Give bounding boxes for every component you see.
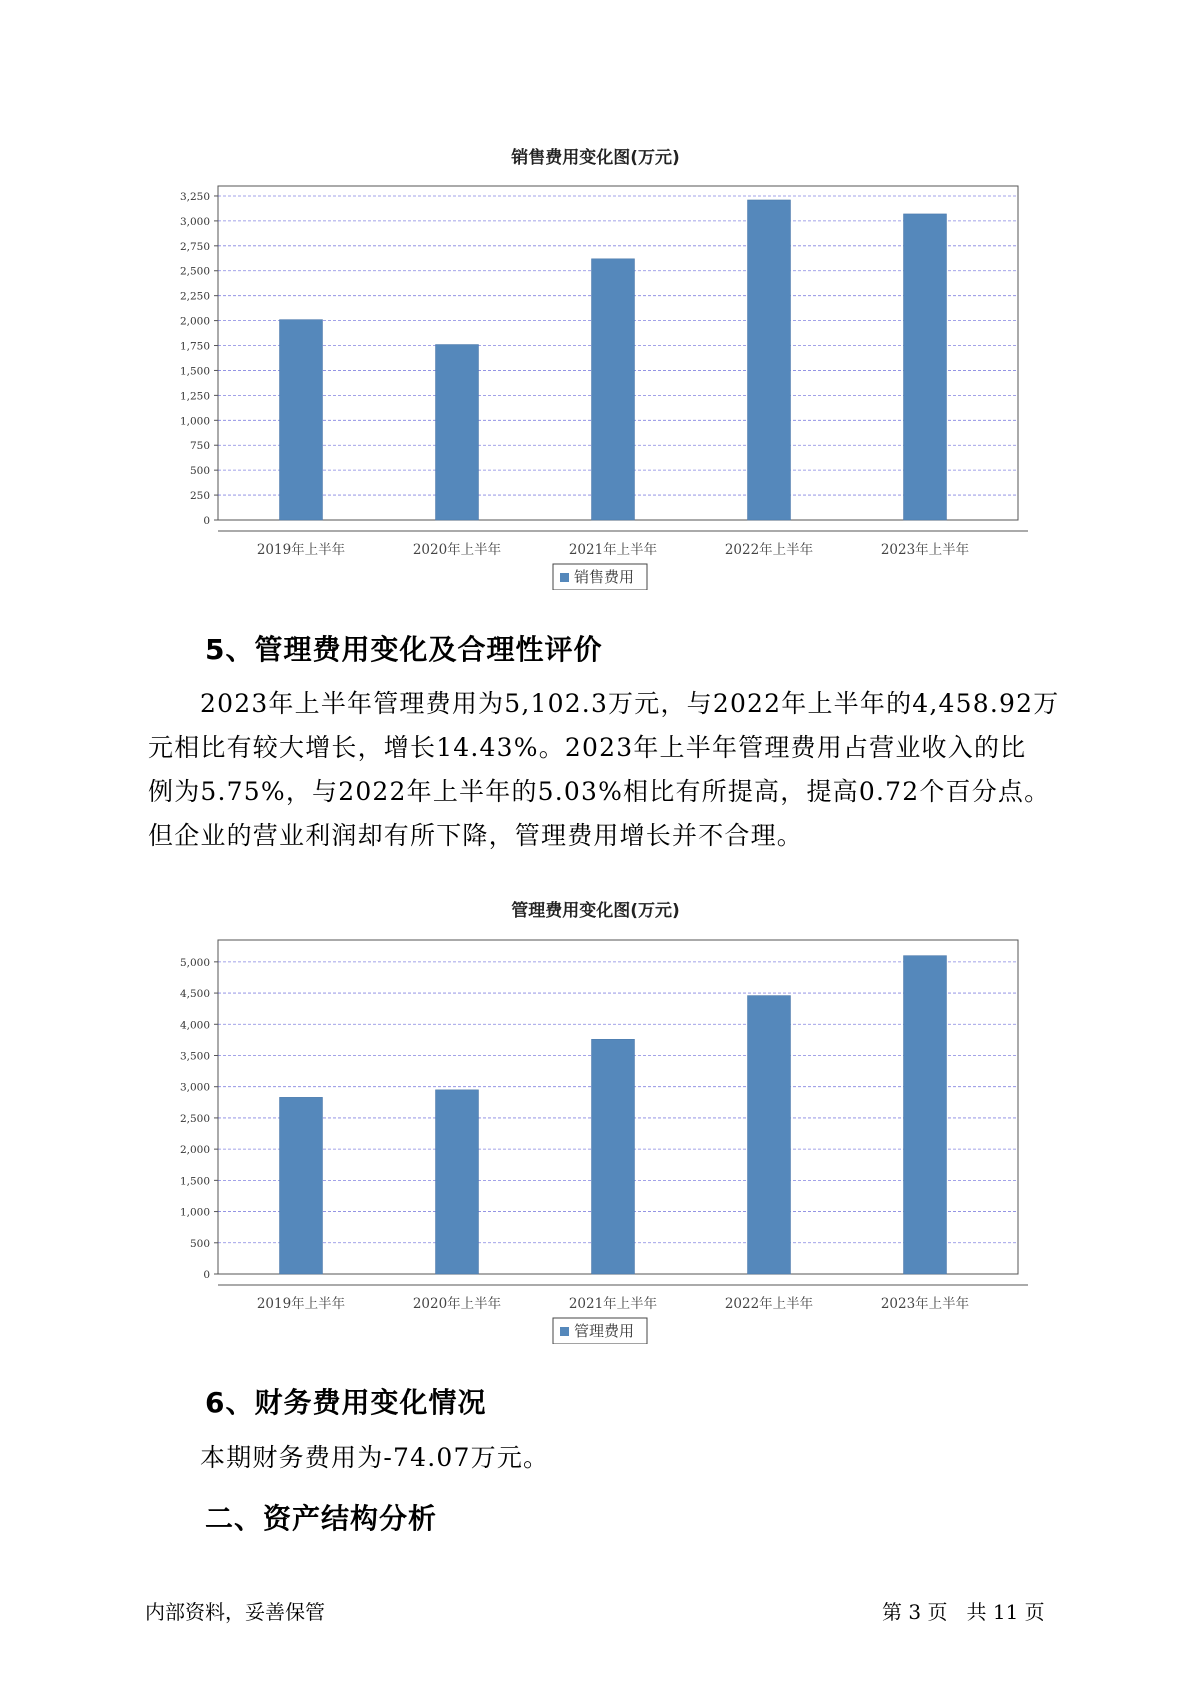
y-tick-label: 750	[189, 440, 210, 453]
bar-5	[904, 956, 947, 1274]
x-tick-label: 2022年上半年	[724, 1296, 814, 1312]
section-6-heading: 6、财务费用变化情况	[205, 1386, 487, 1419]
y-tick-label: 4,000	[179, 1019, 210, 1032]
x-tick-label: 2019年上半年	[256, 542, 346, 558]
y-tick-label: 0	[203, 1269, 210, 1281]
y-tick-label: 2,750	[179, 240, 210, 253]
y-tick-label: 1,500	[179, 365, 210, 378]
y-tick-label: 2,000	[179, 315, 210, 328]
section-6-paragraph	[148, 1436, 1068, 1480]
legend-swatch	[560, 573, 569, 582]
legend-swatch	[560, 1327, 569, 1336]
paragraph-line: 例为5.75%，与2022年上半年的5.03%相比有所提高，提高0.72个百分点。	[148, 777, 1051, 806]
footer-page-number: 第 3 页 共 11 页	[882, 1600, 1045, 1624]
y-tick-label: 2,500	[179, 1112, 210, 1125]
y-tick-label: 500	[189, 465, 210, 478]
y-tick-label: 1,250	[179, 390, 210, 403]
footer-confidential-note: 内部资料，妥善保管	[145, 1600, 325, 1624]
y-tick-label: 2,250	[179, 290, 210, 303]
section-5-paragraph	[148, 682, 1068, 858]
legend-label: 销售费用	[574, 568, 635, 586]
y-tick-label: 0	[203, 515, 210, 527]
x-tick-label: 2020年上半年	[412, 542, 502, 558]
bar-1	[280, 1097, 323, 1274]
y-tick-label: 4,500	[179, 988, 210, 1001]
admin-expense-chart	[0, 924, 1191, 1344]
y-tick-label: 2,000	[179, 1144, 210, 1157]
x-tick-label: 2021年上半年	[568, 1296, 658, 1312]
y-tick-label: 1,500	[179, 1175, 210, 1188]
y-tick-label: 2,500	[179, 265, 210, 278]
bar-3	[592, 1039, 635, 1274]
paragraph-line: 但企业的营业利润却有所下降，管理费用增长并不合理。	[148, 821, 804, 850]
section-two-heading: 二、资产结构分析	[205, 1502, 438, 1535]
bar-4	[748, 996, 791, 1274]
bar-2	[436, 345, 479, 520]
x-tick-label: 2021年上半年	[568, 542, 658, 558]
y-tick-label: 3,000	[179, 1081, 210, 1094]
chart-1-title: 销售费用变化图(万元)	[511, 148, 680, 168]
chart-2-title: 管理费用变化图(万元)	[511, 901, 680, 921]
bar-3	[592, 259, 635, 520]
y-tick-label: 3,000	[179, 215, 210, 228]
y-tick-label: 1,000	[179, 415, 210, 428]
y-tick-label: 3,250	[179, 190, 210, 203]
x-tick-label: 2019年上半年	[256, 1296, 346, 1312]
y-tick-label: 500	[189, 1237, 210, 1250]
y-tick-label: 1,750	[179, 340, 210, 353]
bar-5	[904, 214, 947, 520]
section-5-heading: 5、管理费用变化及合理性评价	[205, 633, 603, 666]
y-tick-label: 3,500	[179, 1050, 210, 1063]
y-tick-label: 1,000	[179, 1206, 210, 1219]
y-tick-label: 250	[189, 490, 210, 503]
sales-expense-chart	[0, 170, 1191, 590]
x-tick-label: 2020年上半年	[412, 1296, 502, 1312]
paragraph-line: 元相比有较大增长，增长14.43%。2023年上半年管理费用占营业收入的比	[148, 733, 1027, 762]
bar-4	[748, 200, 791, 520]
bar-1	[280, 320, 323, 520]
x-tick-label: 2023年上半年	[880, 1296, 970, 1312]
paragraph-line: 本期财务费用为-74.07万元。	[200, 1443, 550, 1472]
bar-2	[436, 1090, 479, 1274]
legend-label: 管理费用	[574, 1322, 635, 1340]
paragraph-line: 2023年上半年管理费用为5,102.3万元，与2022年上半年的4,458.92万	[200, 689, 1060, 718]
y-tick-label: 5,000	[179, 956, 210, 969]
x-tick-label: 2023年上半年	[880, 542, 970, 558]
x-tick-label: 2022年上半年	[724, 542, 814, 558]
